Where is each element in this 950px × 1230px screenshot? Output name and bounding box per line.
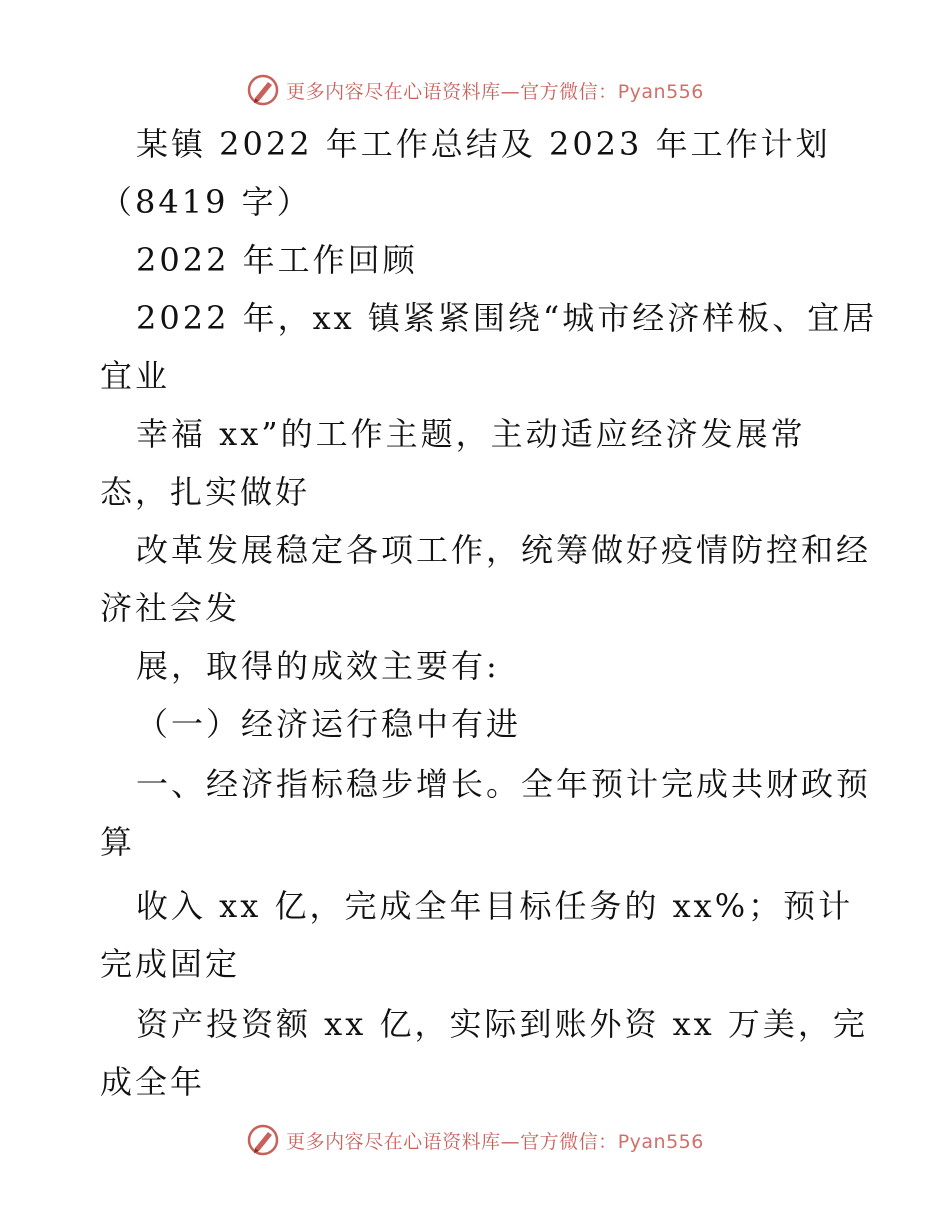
paragraph-line: 幸福 xx”的工作主题，主动适应经济发展常 [136,415,806,453]
paragraph-line: 算 [100,823,136,861]
paragraph-line: 2022 年，xx 镇紧紧围绕“城市经济样板、宜居 [136,299,878,337]
doc-title: 某镇 2022 年工作总结及 2023 年工作计划 [136,125,831,163]
header-watermark [0,70,950,110]
paragraph-line: 成全年 [100,1063,206,1101]
paragraph-line: 完成固定 [100,945,241,983]
paragraph-line: 展，取得的成效主要有: [136,647,500,685]
paragraph-line: 济社会发 [100,589,241,627]
pen-logo-icon [246,73,280,107]
watermark-text: 更多内容尽在心语资料库—官方微信：Pyan556 [286,1130,704,1153]
paragraph-line: 收入 xx 亿，完成全年目标任务的 xx%；预计 [136,887,854,925]
paragraph-line: 改革发展稳定各项工作，统筹做好疫情防控和经 [136,531,872,569]
footer-watermark [0,1120,950,1160]
pen-logo-icon [246,1123,280,1157]
paragraph-line: 宜业 [100,357,171,395]
watermark-text: 更多内容尽在心语资料库—官方微信：Pyan556 [286,80,704,103]
paragraph-line: 态，扎实做好 [100,473,311,511]
paragraph-line: 资产投资额 xx 亿，实际到账外资 xx 万美，完 [136,1005,868,1043]
doc-title-wordcount: （8419 字） [100,183,312,221]
subsection-heading: （一）经济运行稳中有进 [136,705,522,743]
paragraph-line: 一、经济指标稳步增长。全年预计完成共财政预 [136,765,872,803]
section-heading: 2022 年工作回顾 [136,241,418,279]
